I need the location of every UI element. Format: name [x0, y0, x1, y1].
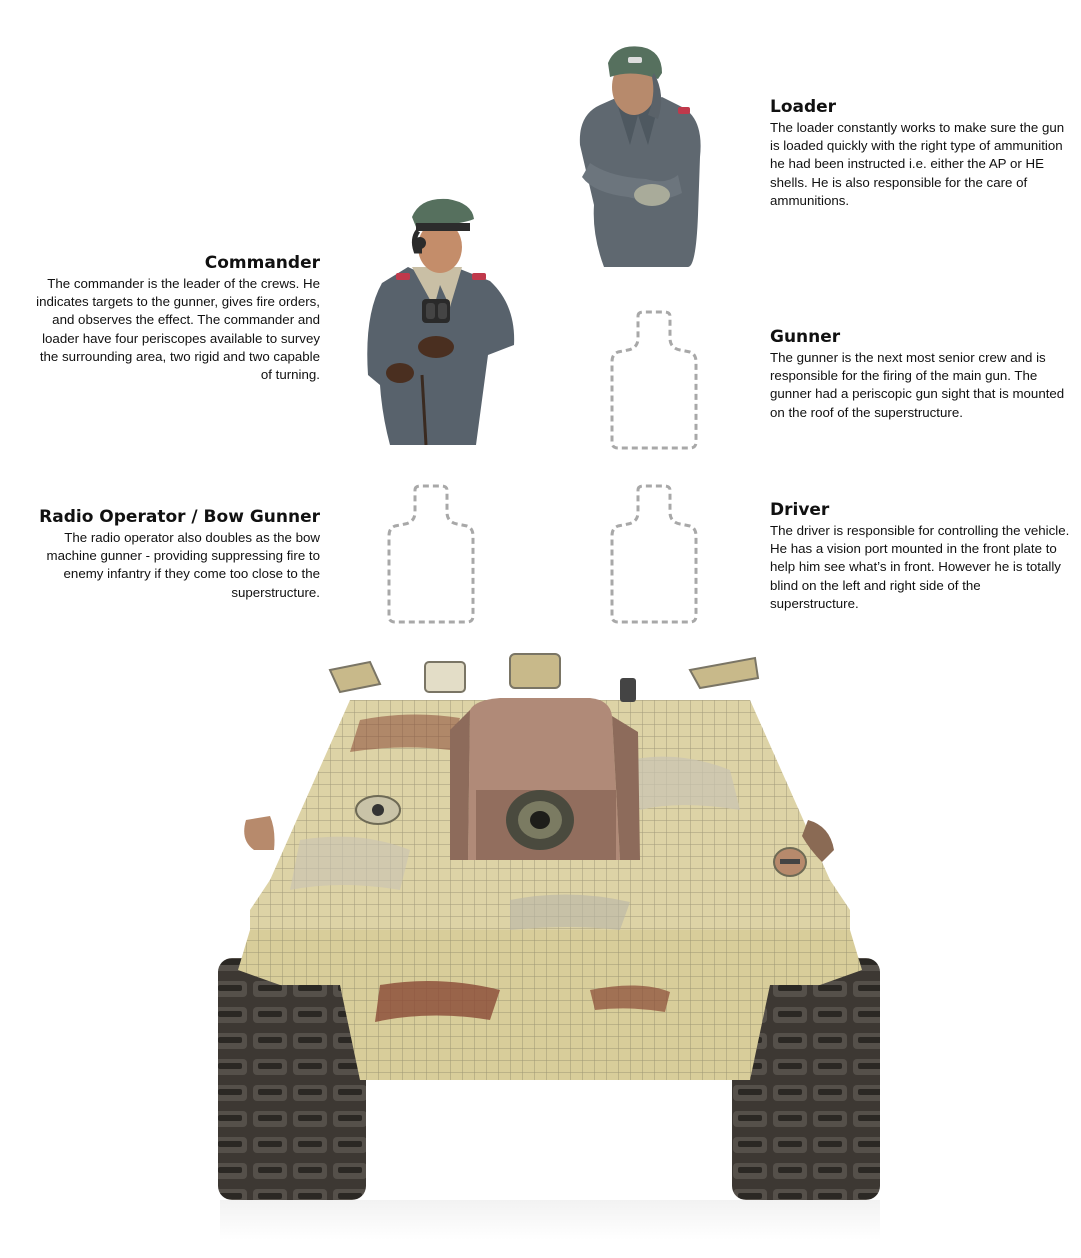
commander-figure — [360, 195, 518, 445]
driver-title: Driver — [770, 500, 830, 520]
gunner-position-outline — [608, 310, 700, 450]
tank-destroyer-image — [210, 640, 890, 1240]
loader-description: The loader constantly works to make sure the gun is loaded quickly with the right type of ammunition he had been instructed i.e. either the AP or HE shells. He is also responsible for the care of ammunitions. — [770, 120, 1065, 208]
gunner-info — [770, 327, 1070, 422]
driver-info — [770, 500, 1070, 613]
radio-operator-info — [30, 507, 320, 602]
loader-title: Loader — [770, 97, 837, 117]
commander-info — [30, 253, 320, 384]
loader-info — [770, 97, 1070, 210]
gunner-description: The gunner is the next most senior crew and is responsible for the firing of the main gun. The gunner had a periscopic gun sight that is mounted on the roof of the superstructure. — [770, 350, 1065, 420]
commander-title: Commander — [204, 253, 320, 273]
driver-description: The driver is responsible for controlling the vehicle. He has a vision port mounted in the front plate to help him see what’s in front. However he is totally blind on the left and right side of the superstructure. — [770, 523, 1070, 611]
radio-operator-title: Radio Operator / Bow Gunner — [39, 507, 320, 527]
driver-position-outline — [608, 484, 700, 624]
gunner-title: Gunner — [770, 327, 841, 347]
loader-figure — [570, 45, 706, 267]
commander-description: The commander is the leader of the crews. He indicates targets to the gunner, gives fire orders, and observes the effect. The commander and loader have four periscopes available to survey the surrounding area, two rigid and two capable of turning. — [36, 276, 320, 383]
radio-operator-position-outline — [385, 484, 477, 624]
radio-operator-description: The radio operator also doubles as the bow machine gunner - providing suppressing fire to enemy infantry if they come too close to the superstructure. — [46, 530, 320, 600]
